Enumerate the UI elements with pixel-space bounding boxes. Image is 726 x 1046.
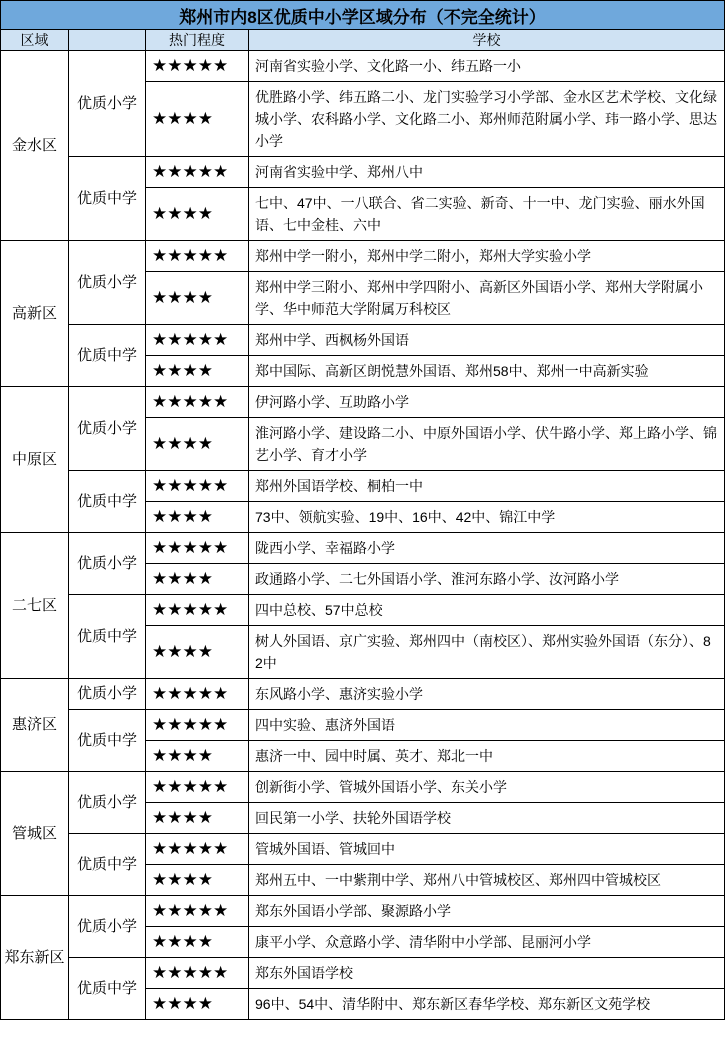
- table-row: [1, 772, 725, 803]
- schools-cell: 郑中国际、高新区朗悦慧外国语、郑州58中、郑州一中高新实验: [249, 356, 725, 387]
- stars-rating: ★★★★: [146, 188, 249, 241]
- table-row: [1, 896, 725, 927]
- region-cell: 金水区: [1, 51, 69, 241]
- school-type-cell: 优质小学: [69, 772, 146, 834]
- stars-rating: ★★★★: [146, 989, 249, 1020]
- title-row: [1, 1, 725, 30]
- table-row: [1, 595, 725, 626]
- header-school: 学校: [249, 30, 725, 51]
- schools-cell: 七中、47中、一八联合、省二实验、新奇、十一中、龙门实验、丽水外国语、七中金桂、六中: [249, 188, 725, 241]
- schools-cell: 郑州中学、西枫杨外国语: [249, 325, 725, 356]
- schools-cell: 河南省实验小学、文化路一小、纬五路一小: [249, 51, 725, 82]
- stars-rating: ★★★★★: [146, 387, 249, 418]
- school-type-cell: 优质中学: [69, 325, 146, 387]
- stars-rating: ★★★★: [146, 927, 249, 958]
- stars-rating: ★★★★★: [146, 834, 249, 865]
- school-type-cell: 优质中学: [69, 595, 146, 679]
- stars-rating: ★★★★★: [146, 679, 249, 710]
- school-type-cell: 优质小学: [69, 679, 146, 710]
- region-cell: 管城区: [1, 772, 69, 896]
- schools-cell: 郑东外国语学校: [249, 958, 725, 989]
- stars-rating: ★★★★: [146, 272, 249, 325]
- schools-cell: 四中总校、57中总校: [249, 595, 725, 626]
- school-type-cell: 优质小学: [69, 533, 146, 595]
- table-row: [1, 471, 725, 502]
- schools-cell: 政通路小学、二七外国语小学、淮河东路小学、汝河路小学: [249, 564, 725, 595]
- schools-cell: 73中、领航实验、19中、16中、42中、锦江中学: [249, 502, 725, 533]
- schools-cell: 郑州中学三附小、郑州中学四附小、高新区外国语小学、郑州大学附属小学、华中师范大学附属万科校区: [249, 272, 725, 325]
- header-school-type: [69, 30, 146, 51]
- stars-rating: ★★★★★: [146, 241, 249, 272]
- table-row: [1, 710, 725, 741]
- schools-cell: 四中实验、惠济外国语: [249, 710, 725, 741]
- stars-rating: ★★★★★: [146, 471, 249, 502]
- stars-rating: ★★★★★: [146, 595, 249, 626]
- schools-cell: 创新街小学、管城外国语小学、东关小学: [249, 772, 725, 803]
- schools-cell: 优胜路小学、纬五路二小、龙门实验学习小学部、金水区艺术学校、文化绿城小学、农科路小学、文化路二小、郑州师范附属小学、玮一路小学、思达小学: [249, 82, 725, 157]
- stars-rating: ★★★★: [146, 356, 249, 387]
- table-row: [1, 51, 725, 82]
- stars-rating: ★★★★: [146, 418, 249, 471]
- stars-rating: ★★★★★: [146, 896, 249, 927]
- stars-rating: ★★★★: [146, 865, 249, 896]
- stars-rating: ★★★★: [146, 564, 249, 595]
- schools-cell: 郑州五中、一中紫荆中学、郑州八中管城校区、郑州四中管城校区: [249, 865, 725, 896]
- school-type-cell: 优质小学: [69, 896, 146, 958]
- table-row: [1, 958, 725, 989]
- table-row: [1, 387, 725, 418]
- school-type-cell: 优质小学: [69, 387, 146, 471]
- school-type-cell: 优质小学: [69, 241, 146, 325]
- stars-rating: ★★★★★: [146, 325, 249, 356]
- table-row: [1, 325, 725, 356]
- stars-rating: ★★★★: [146, 502, 249, 533]
- region-cell: 惠济区: [1, 679, 69, 772]
- stars-rating: ★★★★★: [146, 51, 249, 82]
- school-type-cell: 优质中学: [69, 710, 146, 772]
- table-row: [1, 679, 725, 710]
- table-title: 郑州市内8区优质中小学区域分布（不完全统计）: [1, 1, 725, 30]
- schools-cell: 树人外国语、京广实验、郑州四中（南校区）、郑州实验外国语（东分）、82中: [249, 626, 725, 679]
- schools-cell: 郑东外国语小学部、聚源路小学: [249, 896, 725, 927]
- stars-rating: ★★★★: [146, 803, 249, 834]
- stars-rating: ★★★★★: [146, 772, 249, 803]
- school-type-cell: 优质中学: [69, 157, 146, 241]
- region-cell: 二七区: [1, 533, 69, 679]
- stars-rating: ★★★★★: [146, 533, 249, 564]
- header-region: 区域: [1, 30, 69, 51]
- table-row: [1, 834, 725, 865]
- schools-cell: 康平小学、众意路小学、清华附中小学部、昆丽河小学: [249, 927, 725, 958]
- schools-cell: 管城外国语、管城回中: [249, 834, 725, 865]
- schools-cell: 陇西小学、幸福路小学: [249, 533, 725, 564]
- schools-cell: 回民第一小学、扶轮外国语学校: [249, 803, 725, 834]
- table-body: [1, 51, 725, 1020]
- stars-rating: ★★★★★: [146, 958, 249, 989]
- stars-rating: ★★★★: [146, 626, 249, 679]
- school-type-cell: 优质中学: [69, 958, 146, 1020]
- schools-cell: 惠济一中、园中时属、英才、郑北一中: [249, 741, 725, 772]
- stars-rating: ★★★★★: [146, 157, 249, 188]
- schools-cell: 河南省实验中学、郑州八中: [249, 157, 725, 188]
- schools-cell: 淮河路小学、建设路二小、中原外国语小学、伏牛路小学、郑上路小学、锦艺小学、育才小学: [249, 418, 725, 471]
- schools-cell: 东风路小学、惠济实验小学: [249, 679, 725, 710]
- schools-cell: 郑州外国语学校、桐柏一中: [249, 471, 725, 502]
- region-cell: 高新区: [1, 241, 69, 387]
- stars-rating: ★★★★: [146, 82, 249, 157]
- header-row: [1, 30, 725, 51]
- schools-cell: 伊河路小学、互助路小学: [249, 387, 725, 418]
- school-type-cell: 优质中学: [69, 834, 146, 896]
- stars-rating: ★★★★: [146, 741, 249, 772]
- stars-rating: ★★★★★: [146, 710, 249, 741]
- region-cell: 中原区: [1, 387, 69, 533]
- header-popularity: 热门程度: [146, 30, 249, 51]
- school-type-cell: 优质中学: [69, 471, 146, 533]
- school-type-cell: 优质小学: [69, 51, 146, 157]
- schools-cell: 郑州中学一附小，郑州中学二附小，郑州大学实验小学: [249, 241, 725, 272]
- table-row: [1, 533, 725, 564]
- table-row: [1, 157, 725, 188]
- table-row: [1, 241, 725, 272]
- region-cell: 郑东新区: [1, 896, 69, 1020]
- schools-cell: 96中、54中、清华附中、郑东新区春华学校、郑东新区文苑学校: [249, 989, 725, 1020]
